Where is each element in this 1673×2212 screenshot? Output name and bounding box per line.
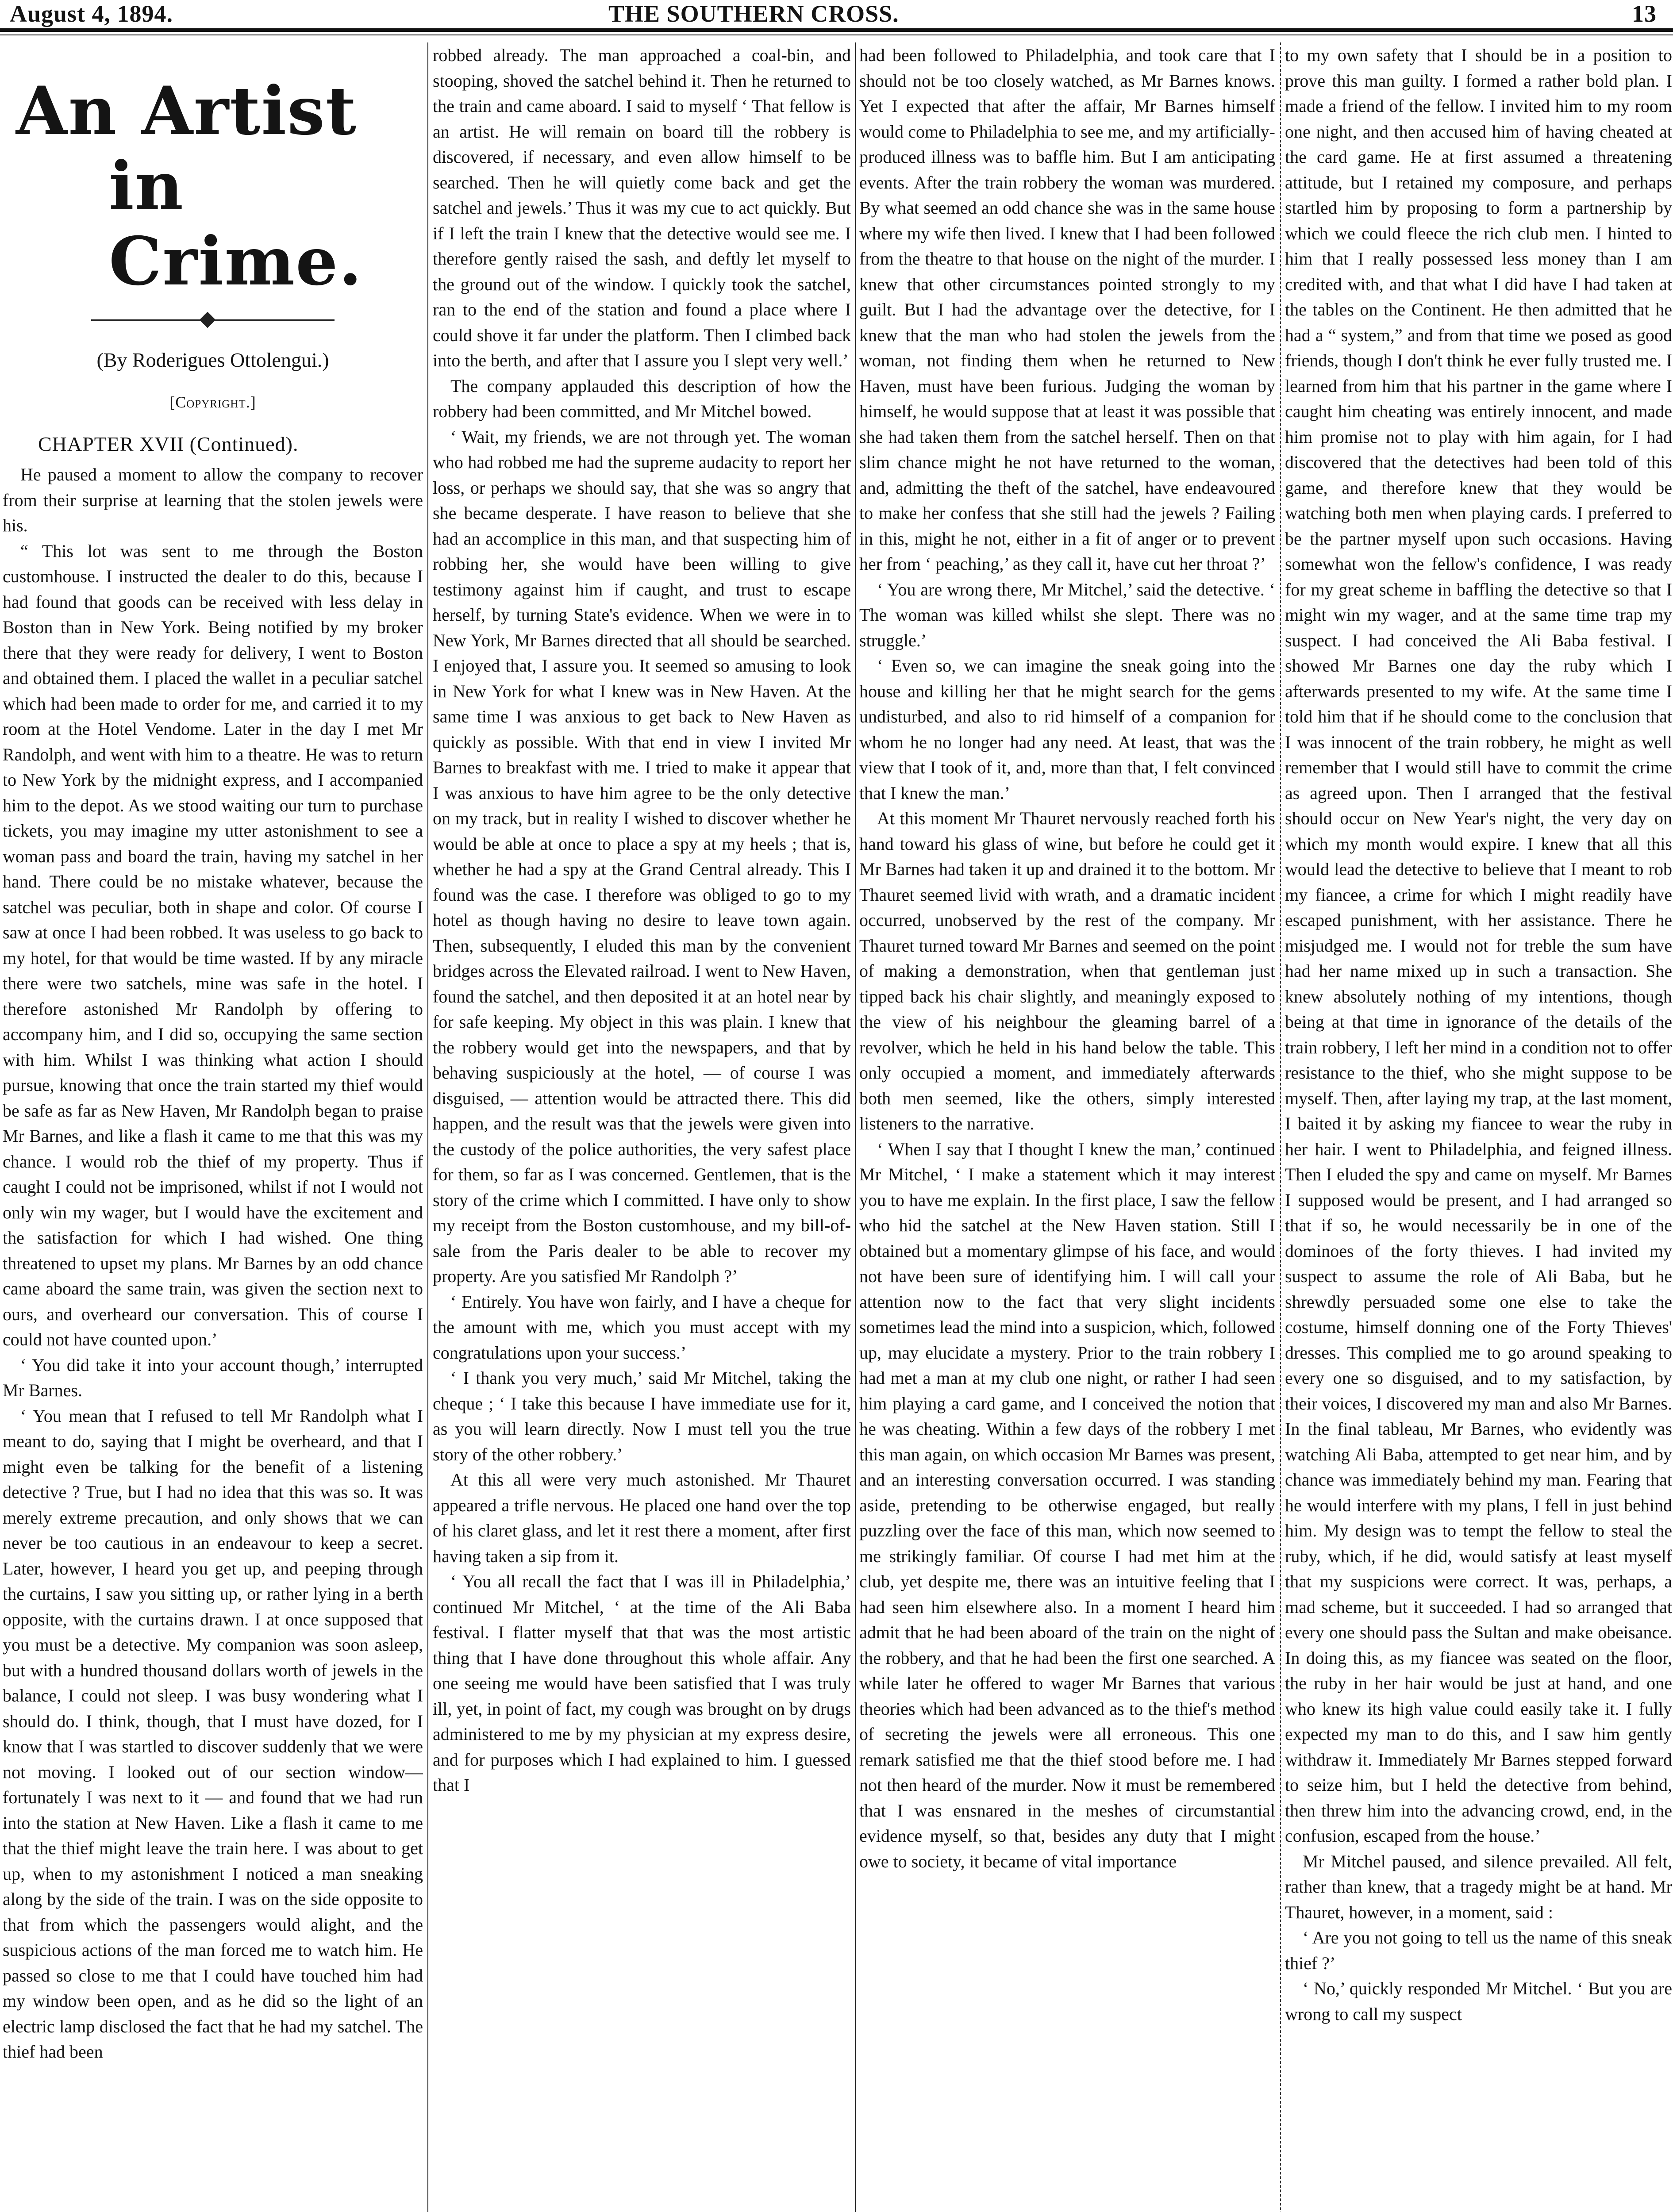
article-paragraph: ‘ You mean that I refused to tell Mr Randolph what I meant to do, saying that I might be overheard, and that I might even be talking for the benefit of a listening detective ? True, but I had no idea that this was so. It was merely extreme precaution, and only shows that we can never be too cautious in an endeavour to keep a secret. Later, however, I heard you get up, and peeping through the curtains, I saw you sitting up, or rather lying in a berth opposite, with the curtains drawn. I at once supposed that you must be a detective. My companion was soon asleep, but with a hundred thousand dollars worth of jewels in the balance, I could not sleep. I was busy wondering what I should do. I think, though, that I must have dozed, for I know that I was startled to discover suddenly that we were not moving. I looked out of our section window—fortunately I was next to it — and found that we had run into the station at New Haven. Like a flash it came to me that the thief might leave the train here. I was about to get up, when to my astonishment I noticed a man sneaking along by the side of the train. I was on the side opposite to that from which the passengers would alight, and the suspicious actions of the man forced me to watch him. He passed so close to me that I could have touched him had my window been open, and as he did so the light of an electric lamp disclosed the fact that he had my satchel. The thief had been — [3, 1406, 423, 2062]
article-paragraph: ‘ When I say that I thought I knew the man,’ continued Mr Mitchel, ‘ I make a statement which it may interest you to have me explain. In the first place, I saw the fellow who hid the satchel at the New Haven station. Still I obtained but a momentary glimpse of his face, and would not have been sure of identifying him. I will call your attention now to the fact that very slight incidents sometimes lead the mind into a suspicion, which, followed up, may elucidate a mystery. Prior to the train robbery I had met a man at my club one night, or rather I had seen him playing a card game, and I conceived the notion that he was cheating. Within a few days of the robbery I met this man again, on which occasion Mr Barnes was present, and an interesting conversation occurred. I was standing aside, pretending to be otherwise engaged, but really puzzling over the face of this man, which now seemed to me strikingly familiar. Of course I had met him at the club, yet despite me, there was an intuitive feeling that I had seen him elsewhere also. In a moment I heard him admit that he had been aboard of the train on the night of the robbery, and that he had been the first one searched. A while later he offered to wager Mr Barnes that various theories which had been advanced as to the thief's method of secreting the jewels were all erroneous. This one remark satisfied me that the thief stood before me. I had not then heard of the murder. Now it must be remembered that I was ensnared in the meshes of circumstantial evidence myself, so that, besides any duty that I might owe to society, it became of vital importance — [859, 1139, 1275, 1871]
column-4 — [1285, 42, 1672, 2212]
column-2 — [433, 42, 851, 2212]
article-paragraph: ‘ Entirely. You have won fairly, and I have a cheque for the amount with me, which you must accept with my congratulations upon your success.’ — [433, 1291, 851, 1363]
article-paragraph: ‘ I thank you very much,’ said Mr Mitchel, taking the cheque ; ‘ I take this because I have immediate use for it, as you will learn directly. Now I must tell you the true story of the other robbery.’ — [433, 1368, 851, 1464]
column-1-body — [3, 462, 423, 2065]
article-paragraph: He paused a moment to allow the company to recover from their surprise at learning that the stolen jewels were his. — [3, 465, 423, 535]
page-number: 13 — [1632, 0, 1657, 27]
column-2-body — [433, 42, 851, 1798]
article-paragraph: ‘ Are you not going to tell us the name of this sneak thief ?’ — [1285, 1928, 1672, 1973]
column-divider — [855, 42, 856, 2212]
column-3-body — [859, 42, 1275, 1874]
article-paragraph: ‘ Wait, my friends, we are not through yet. The woman who had robbed me had the supreme audacity to report her loss, or perhaps we should say, that she was so angry that she became desperate. I have reason to believe that she had an accomplice in this man, and that suspecting him of robbing her, she would have been willing to give testimony against him if caught, and trust to escape herself, by turning State's evidence. When we were in to New York, Mr Barnes directed that all should be searched. I enjoyed that, I assure you. It seemed so amusing to look in New York for what I knew was in New Haven. At the same time I was anxious to get back to New Haven as quickly as possible. With that end in view I invited Mr Barnes to breakfast with me. I tried to make it appear that I was anxious to have him agree to be the only detective on my track, but in reality I wished to discover whether he would be able at once to place a spy at my heels ; that is, whether he had a spy at the Grand Central already. This I found was the case. I therefore was obliged to go to my hotel as though having no desire to leave town again. Then, subsequently, I eluded this man by the convenient bridges across the Elevated railroad. I went to New Haven, found the satchel, and then deposited it at an hotel near by for safe keeping. My object in this was plain. I knew that the robbery would get into the newspapers, and that by behaving suspiciously at the hotel, — of course I was disguised, — attention would be attracted there. This did happen, and the result was that the jewels were given into the custody of the police authorities, the very safest place for them, so far as I was concerned. Gentlemen, that is the story of the crime which I committed. I have only to show my receipt from the Boston customhouse, and my bill-of-sale from the Paris dealer to be able to recover my property. Are you satisfied Mr Randolph ?’ — [433, 426, 851, 1286]
article-title-line-2: in Crime. — [109, 147, 363, 300]
article-paragraph: The company applauded this description of how the robbery had been committed, and Mr Mitchel bowed. — [433, 376, 851, 421]
article-paragraph: At this moment Mr Thauret nervously reached forth his hand toward his glass of wine, but before he could get it Mr Barnes had taken it up and drained it to the bottom. Mr Thauret seemed livid with wrath, and a dramatic incident occurred, unobserved by the rest of the company. Mr Thauret turned toward Mr Barnes and seemed on the point of making a demonstration, when that gentleman just tipped back his chair slightly, and meaningly exposed to the view of his neighbour the gleaming barrel of a revolver, which he held in his hand below the table. This only occupied a moment, and immediately afterwards both men seemed, like the others, simply interested listeners to the narrative. — [859, 808, 1275, 1133]
article-paragraph: ‘ You all recall the fact that I was ill in Philadelphia,’ continued Mr Mitchel, ‘ at the time of the Ali Baba festival. I flatter myself that that was the most artistic thing that I have done throughout this whole affair. Any one seeing me would have been satisfied that I was truly ill, yet, in point of fact, my cough was brought on by drugs administered to me by my physician at my express desire, and for purposes which I had explained to him. I guessed that I — [433, 1571, 851, 1795]
article-paragraph: Mr Mitchel paused, and silence prevailed. All felt, rather than knew, that a tragedy might be at hand. Mr Thauret, however, in a moment, said : — [1285, 1851, 1672, 1922]
article-paragraph: robbed already. The man approached a coal-bin, and stooping, shoved the satchel behind it. Then he returned to the train and came aboard. I said to myself ‘ That fellow is an artist. He will remain on board till the robbery is discovered, if necessary, and even allow himself to be searched. Then he will quietly come back and get the satchel and jewels.’ Thus it was my cue to act quickly. But if I left the train I knew that the detective would see me. I therefore gently raised the sash, and deftly let myself to the ground out of the window. I quickly took the satchel, ran to the end of the station and found a place where I could shove it far under the platform. Then I climbed back into the berth, and after that I assure you I slept very well.’ — [433, 45, 851, 370]
article-paragraph: ‘ No,’ quickly responded Mr Mitchel. ‘ But you are wrong to call my suspect — [1285, 1978, 1672, 2024]
column-4-body — [1285, 42, 1672, 2027]
column-3 — [859, 42, 1275, 2212]
article-paragraph: ‘ You did take it into your account though,’ interrupted Mr Barnes. — [3, 1355, 423, 1400]
issue-date: August 4, 1894. — [10, 0, 173, 27]
title-ornament — [3, 311, 423, 329]
article-paragraph: had been followed to Philadelphia, and took care that I should not be too closely watched, as Mr Barnes knows. Yet I expected that after the affair, Mr Barnes himself would come to Philadelphia to see me, and my artificially-produced illness was to baffle him. But I am anticipating events. After the train robbery the woman was murdered. By what seemed an odd chance she was in the same house where my wife then lived. I knew that I had been followed from the theatre to that house on the night of the murder. I knew that other circumstances pointed strongly to my guilt. But I had the advantage over the detective, for I knew that the man who had stolen the jewels from the woman, not finding them when he returned to New Haven, must have been furious. Judging the woman by himself, he would suppose that at least it was possible that she had taken them from the satchel herself. Then on that slim chance might he not have returned to the woman, and, admitting the theft of the satchel, have endeavoured to make her confess that she still had the jewels ? Failing in this, might he not, either in a fit of anger or to prevent her from ‘ peaching,’ as they call it, have cut her throat ?’ — [859, 45, 1275, 574]
masthead — [0, 0, 1673, 27]
copyright-notice: [Copyright.] — [169, 393, 256, 411]
byline: (By Roderigues Ottolengui.) — [96, 349, 329, 371]
article-paragraph: ‘ Even so, we can imagine the sneak going into the house and killing her that he might search for the gems undisturbed, and also to rid himself of a companion for whom he no longer had any need. At least, that was the view that I took of it, and, more than that, I felt convinced that I knew the man.’ — [859, 656, 1275, 803]
newspaper-title: THE SOUTHERN CROSS. — [608, 0, 899, 27]
article-paragraph: At this all were very much astonished. Mr Thauret appeared a trifle nervous. He placed one hand over the top of his claret glass, and let it rest there a moment, after first having taken a sip from it. — [433, 1470, 851, 1566]
article-paragraph: ‘ You are wrong there, Mr Mitchel,’ said the detective. ‘ The woman was killed whilst she slept. There was no struggle.’ — [859, 579, 1275, 650]
masthead-rule — [0, 28, 1673, 32]
column-1 — [3, 42, 423, 2212]
column-divider — [1280, 42, 1281, 2212]
article-title-line-1: An Artist — [16, 72, 358, 150]
article-paragraph: to my own safety that I should be in a position to prove this man guilty. I formed a rather bold plan. I made a friend of the fellow. I invited him to my room one night, and then accused him of having cheated at the card game. He at first assumed a threatening attitude, but I retained my composure, and perhaps startled him by proposing to form a partnership by which we could fleece the rich club men. I hinted to him that I really possessed less money than I am credited with, and that what I did have I had taken at the tables on the Continent. He then admitted that he had a “ system,” and from that time we posed as good friends, though I don't think he ever fully trusted me. I learned from him that his partner in the game where I caught him cheating was entirely innocent, and made him promise not to play with him again, for I had discovered that the detectives had been told of this game, and therefore knew that they would be watching both men when playing cards. I preferred to be the partner myself upon such occasions. Having somewhat won the fellow's confidence, I was ready for my great scheme in baffling the detective so that I might win my wager, and at the same time trap my suspect. I had conceived the Ali Baba festival. I showed Mr Barnes one day the ruby which I afterwards presented to my wife. At the same time I told him that if he should come to the conclusion that I was innocent of the train robbery, he might as well remember that I would still have to commit the crime as agreed upon. Then I arranged that the festival should occur on New Year's night, the very day on which my month would expire. I knew that all this would lead the detective to believe that I meant to rob my fiancee, a crime for which I might readily have escaped punishment, with her assistance. There he misjudged me. I would not for treble the sum have had her name mixed up in such a transaction. She knew absolutely nothing of my intentions, though being at that time in ignorance of the details of the train robbery, I left her mind in a condition not to offer resistance to the thief, who she might suppose to be myself. Then, after laying my trap, at the last moment, I baited it by asking my fiancee to wear the ruby in her hair. I went to Philadelphia, and feigned illness. Then I eluded the spy and came on myself. Mr Barnes I supposed would be present, and I had arranged so that if so, he would necessarily be in one of the dominoes of the forty thieves. I had invited my suspect to assume the role of Ali Baba, but he shrewdly persuaded some one else to take the costume, himself donning one of the Forty Thieves' dresses. This complied me to go around speaking to every one so disguised, and to my satisfaction, by their voices, I discovered my man and also Mr Barnes. In the final tableau, Mr Barnes, who evidently was watching Ali Baba, attempted to get near him, and by chance was immediately behind my man. Fearing that he would interfere with my plans, I fell in just behind him. My design was to tempt the fellow to steal the ruby, which, if he did, would satisfy at least myself that my suspicions were correct. It was, perhaps, a mad scheme, but it succeeded. I had so arranged that every one should pass the Sultan and make obeisance. In doing this, as my fiancee was seated on the floor, the ruby in her hair would be just at hand, and one who knew its high value could easily take it. I fully expected my man to do this, and I saw him gently withdraw it. Immediately Mr Barnes stepped forward to seize him, but I held the detective from behind, then threw him into the advancing crowd, end, in the confusion, escaped from the house.’ — [1285, 45, 1672, 1846]
article-paragraph: “ This lot was sent to me through the Boston customhouse. I instructed the dealer to do this, because I had found that goods can be received with less delay in Boston than in New York. Being notified by my broker there that they were ready for delivery, I went to Boston and obtained them. I placed the wallet in a peculiar satchel which had been made to order for me, and carried it to my room at the Hotel Vendome. Later in the day I met Mr Randolph, and went with him to a theatre. He was to return to New York by the midnight express, and I accompanied him to the depot. As we stood waiting our turn to purchase tickets, you may imagine my utter astonishment to see a woman pass and board the train, having my satchel in her hand. There could be no mistake whatever, because the satchel was peculiar, both in shape and color. Of course I saw at once I had been robbed. It was useless to go back to my hotel, for that would be time wasted. If by any miracle there were two satchels, mine was safe in the hotel. I therefore astonished Mr Randolph by offering to accompany him, and I did so, occupying the same section with him. Whilst I was thinking what action I should pursue, knowing that once the train started my thief would be safe as far as New Haven, Mr Randolph began to praise Mr Barnes, and like a flash it came to me that this was my chance. I would rob the thief of my property. Thus if caught I could not be imprisoned, whilst if not I would not only win my wager, but I would have the excitement and the satisfaction for which I had wished. One thing threatened to upset my plans. Mr Barnes by an odd chance came aboard the same train, was given the section next to ours, and overheard our conversation. This of course I could not have counted upon.’ — [3, 541, 423, 1349]
chapter-heading: CHAPTER XVII (Continued). — [38, 433, 299, 455]
column-divider — [427, 42, 428, 2212]
